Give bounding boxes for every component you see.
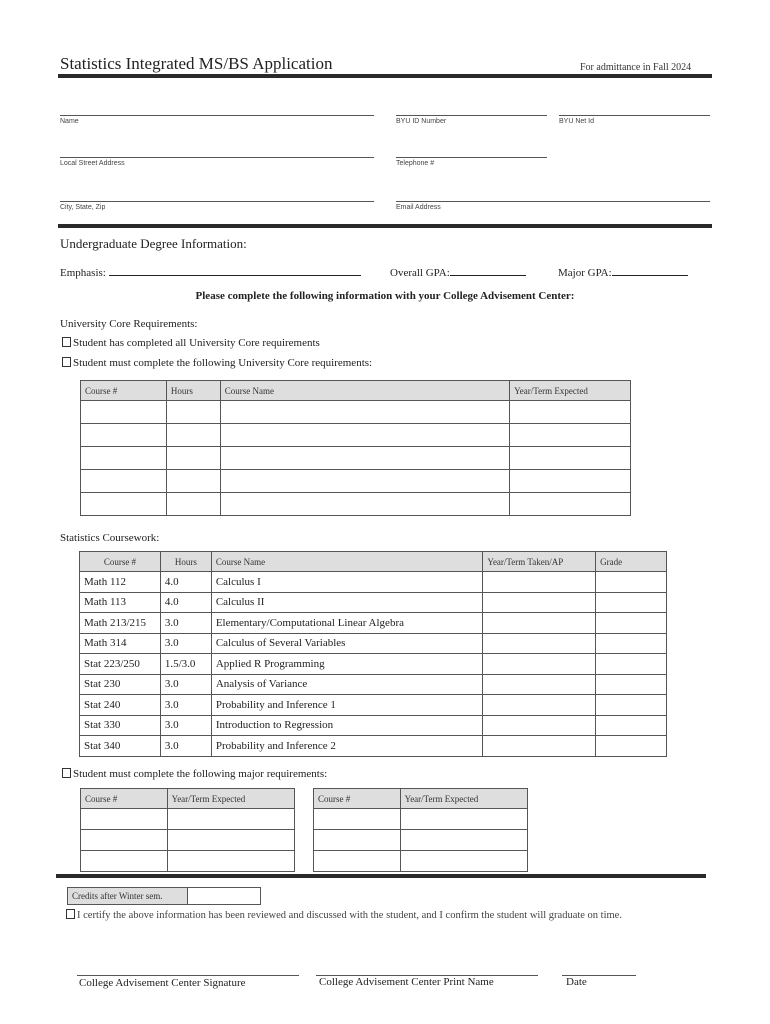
header-year-term: Year/Term Expected	[167, 789, 294, 809]
course-number: Stat 230	[80, 674, 161, 695]
cell-input[interactable]	[166, 470, 220, 493]
net-id-field[interactable]	[559, 115, 710, 116]
cell-input[interactable]	[166, 447, 220, 470]
course-number: Math 113	[80, 592, 161, 613]
table-row	[80, 695, 667, 716]
table-row	[314, 809, 528, 830]
cell-input[interactable]	[220, 401, 509, 424]
cell-input[interactable]	[81, 851, 168, 872]
course-name: Calculus I	[211, 572, 483, 593]
year-term-input[interactable]	[483, 592, 596, 613]
table-row	[81, 401, 631, 424]
table-row	[80, 715, 667, 736]
table-row	[81, 851, 295, 872]
course-name: Calculus II	[211, 592, 483, 613]
year-term-input[interactable]	[483, 736, 596, 757]
overall-gpa-row	[390, 263, 526, 279]
course-name: Applied R Programming	[211, 654, 483, 675]
year-term-input[interactable]	[483, 715, 596, 736]
course-hours: 4.0	[160, 592, 211, 613]
admittance-term: For admittance in Fall 2024	[580, 62, 692, 73]
course-name: Introduction to Regression	[211, 715, 483, 736]
course-hours: 3.0	[160, 674, 211, 695]
stats-table	[79, 551, 667, 757]
cell-input[interactable]	[166, 401, 220, 424]
street-field[interactable]	[60, 157, 374, 158]
course-name: Probability and Inference 2	[211, 736, 483, 757]
name-label: Name	[60, 118, 79, 125]
course-hours: 3.0	[160, 633, 211, 654]
advisement-instruction: Please complete the following information with your College Advisement Center:	[195, 290, 575, 302]
major-requirements-checkbox[interactable]	[62, 768, 71, 778]
cell-input[interactable]	[166, 424, 220, 447]
grade-input[interactable]	[596, 592, 667, 613]
emphasis-field[interactable]	[109, 263, 361, 276]
email-label: Email Address	[396, 204, 441, 211]
header-course: Course #	[81, 789, 168, 809]
cell-input[interactable]	[220, 470, 509, 493]
major-requirements-label: Student must complete the following major requirements:	[73, 768, 328, 780]
header-divider	[58, 74, 712, 78]
course-name: Calculus of Several Variables	[211, 633, 483, 654]
city-label: City, State, Zip	[60, 204, 106, 211]
credits-box	[67, 887, 261, 905]
net-id-label: BYU Net Id	[559, 118, 595, 125]
course-name: Elementary/Computational Linear Algebra	[211, 613, 483, 634]
core-option-incomplete	[62, 357, 372, 369]
year-term-input[interactable]	[483, 695, 596, 716]
cell-input[interactable]	[167, 851, 294, 872]
core-completed-checkbox[interactable]	[62, 337, 71, 347]
cell-input[interactable]	[510, 470, 631, 493]
grade-input[interactable]	[596, 715, 667, 736]
course-number: Stat 340	[80, 736, 161, 757]
cell-input[interactable]	[314, 809, 401, 830]
emphasis-label: Emphasis:	[60, 267, 106, 279]
core-incomplete-label: Student must complete the following University Core requirements:	[73, 357, 373, 369]
grade-input[interactable]	[596, 695, 667, 716]
major-table-header	[314, 789, 528, 809]
core-table	[80, 380, 631, 516]
year-term-input[interactable]	[483, 674, 596, 695]
header-course: Course #	[314, 789, 401, 809]
major-option	[62, 768, 327, 780]
fields-divider	[58, 224, 712, 228]
cell-input[interactable]	[81, 401, 167, 424]
table-row	[80, 613, 667, 634]
cell-input[interactable]	[81, 493, 167, 516]
cell-input[interactable]	[510, 401, 631, 424]
table-row	[81, 447, 631, 470]
major-table-right	[313, 788, 528, 872]
credits-label: Credits after Winter sem.	[68, 888, 188, 905]
cell-input[interactable]	[81, 447, 167, 470]
cell-input[interactable]	[400, 830, 527, 851]
table-row	[81, 470, 631, 493]
city-field[interactable]	[60, 201, 374, 202]
telephone-field[interactable]	[396, 157, 547, 158]
course-name: Probability and Inference 1	[211, 695, 483, 716]
table-row	[80, 592, 667, 613]
core-table-header	[81, 381, 631, 401]
credits-input[interactable]	[188, 888, 261, 905]
emphasis-row	[60, 263, 361, 279]
stats-heading: Statistics Coursework:	[60, 532, 160, 544]
signature-label: College Advisement Center Signature	[79, 977, 246, 989]
cell-input[interactable]	[510, 424, 631, 447]
year-term-input[interactable]	[483, 633, 596, 654]
overall-gpa-label: Overall GPA:	[390, 267, 450, 279]
table-row	[81, 493, 631, 516]
table-row	[81, 830, 295, 851]
certify-statement	[66, 909, 622, 921]
header-course-name: Course Name	[211, 552, 483, 572]
header-course: Course #	[80, 552, 161, 572]
grade-input[interactable]	[596, 674, 667, 695]
signature-field[interactable]	[77, 975, 299, 976]
date-label: Date	[566, 976, 587, 988]
grade-input[interactable]	[596, 633, 667, 654]
core-completed-label: Student has completed all University Core requirements	[73, 337, 320, 349]
cell-input[interactable]	[81, 424, 167, 447]
course-number: Stat 223/250	[80, 654, 161, 675]
cell-input[interactable]	[166, 493, 220, 516]
grade-input[interactable]	[596, 654, 667, 675]
cell-input[interactable]	[81, 470, 167, 493]
major-table-left	[80, 788, 295, 872]
course-hours: 4.0	[160, 572, 211, 593]
grade-input[interactable]	[596, 572, 667, 593]
cell-input[interactable]	[167, 809, 294, 830]
print-name-label: College Advisement Center Print Name	[319, 976, 494, 988]
page-title: Statistics Integrated MS/BS Application	[60, 54, 333, 73]
course-number: Math 213/215	[80, 613, 161, 634]
course-number: Math 314	[80, 633, 161, 654]
header-year-term: Year/Term Taken/AP	[483, 552, 596, 572]
cell-input[interactable]	[510, 447, 631, 470]
cell-input[interactable]	[220, 493, 509, 516]
header-hours: Hours	[166, 381, 220, 401]
header-year-term: Year/Term Expected	[510, 381, 631, 401]
header-grade: Grade	[596, 552, 667, 572]
major-gpa-label: Major GPA:	[558, 267, 612, 279]
course-number: Math 112	[80, 572, 161, 593]
core-heading: University Core Requirements:	[60, 318, 198, 330]
byu-id-field[interactable]	[396, 115, 547, 116]
cell-input[interactable]	[167, 830, 294, 851]
core-option-completed	[62, 337, 320, 349]
header-year-term: Year/Term Expected	[400, 789, 527, 809]
cell-input[interactable]	[81, 830, 168, 851]
cell-input[interactable]	[400, 851, 527, 872]
course-number: Stat 240	[80, 695, 161, 716]
telephone-label: Telephone #	[396, 160, 435, 167]
cell-input[interactable]	[400, 809, 527, 830]
course-hours: 3.0	[160, 736, 211, 757]
course-hours: 3.0	[160, 695, 211, 716]
street-label: Local Street Address	[60, 160, 125, 167]
course-name: Analysis of Variance	[211, 674, 483, 695]
header-hours: Hours	[160, 552, 211, 572]
table-row	[81, 809, 295, 830]
cell-input[interactable]	[220, 447, 509, 470]
header-course-name: Course Name	[220, 381, 509, 401]
email-field[interactable]	[396, 201, 710, 202]
major-table-header	[81, 789, 295, 809]
year-term-input[interactable]	[483, 654, 596, 675]
course-hours: 1.5/3.0	[160, 654, 211, 675]
table-row	[80, 572, 667, 593]
byu-id-label: BYU ID Number	[396, 118, 447, 125]
cell-input[interactable]	[220, 424, 509, 447]
table-row	[80, 736, 667, 757]
grade-input[interactable]	[596, 613, 667, 634]
table-row	[80, 633, 667, 654]
major-gpa-row	[558, 263, 688, 279]
table-row	[81, 424, 631, 447]
course-number: Stat 330	[80, 715, 161, 736]
overall-gpa-field[interactable]	[450, 263, 526, 276]
cell-input[interactable]	[510, 493, 631, 516]
certify-label: I certify the above information has been reviewed and discussed with the student, and I confirm the student will graduate on time.	[77, 910, 622, 921]
cell-input[interactable]	[314, 851, 401, 872]
course-hours: 3.0	[160, 613, 211, 634]
stats-table-header	[80, 552, 667, 572]
grade-input[interactable]	[596, 736, 667, 757]
core-incomplete-checkbox[interactable]	[62, 357, 71, 367]
year-term-input[interactable]	[483, 572, 596, 593]
major-gpa-field[interactable]	[612, 263, 688, 276]
table-row	[314, 830, 528, 851]
cell-input[interactable]	[81, 809, 168, 830]
header-course: Course #	[81, 381, 167, 401]
course-hours: 3.0	[160, 715, 211, 736]
footer-divider	[56, 874, 706, 878]
table-row	[80, 654, 667, 675]
name-field[interactable]	[60, 115, 374, 116]
table-row	[80, 674, 667, 695]
certify-checkbox[interactable]	[66, 909, 75, 919]
cell-input[interactable]	[314, 830, 401, 851]
year-term-input[interactable]	[483, 613, 596, 634]
table-row	[314, 851, 528, 872]
degree-heading: Undergraduate Degree Information:	[60, 236, 247, 251]
